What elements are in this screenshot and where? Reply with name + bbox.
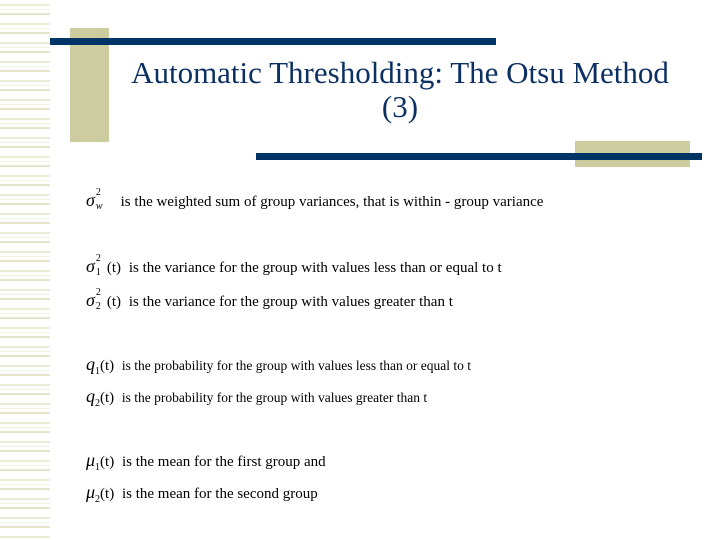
definition-text: is the weighted sum of group variances, that is within - group variance	[120, 194, 544, 210]
argument: (t)	[100, 358, 115, 374]
symbol: σ	[86, 290, 95, 310]
definition-text: is the variance for the group with values greater than t	[128, 294, 453, 310]
argument: (t)	[100, 486, 115, 502]
argument: (t)	[106, 294, 122, 310]
sup-sub: 2 1	[95, 252, 101, 278]
symbol: μ	[86, 482, 96, 502]
definition-mean-group2	[86, 482, 318, 505]
symbol: q	[86, 386, 95, 406]
slide-title: Automatic Thresholding: The Otsu Method (3)	[131, 55, 669, 124]
definition-mean-group1	[86, 450, 326, 473]
definition-text: is the mean for the second group	[121, 486, 318, 502]
subscript: 2	[95, 398, 100, 409]
sup-sub: 2 w	[95, 186, 103, 212]
subscript: 2	[95, 494, 101, 505]
decorative-navy-bar-bottom	[256, 153, 702, 160]
definition-within-group-variance	[86, 186, 544, 215]
decorative-navy-bar-top	[50, 38, 496, 45]
symbol: σ	[86, 190, 95, 210]
argument: (t)	[100, 454, 115, 470]
definition-text: is the variance for the group with values less than or equal to t	[128, 260, 502, 276]
symbol: σ	[86, 256, 95, 276]
definition-text: is the probability for the group with values less than or equal to t	[121, 358, 471, 373]
decorative-stripes	[0, 0, 50, 540]
definition-variance-group2	[86, 286, 453, 315]
argument: (t)	[100, 390, 115, 406]
decorative-tan-block-vertical	[70, 28, 109, 142]
argument: (t)	[106, 260, 122, 276]
definition-variance-group1	[86, 252, 502, 281]
definition-text: is the mean for the first group and	[121, 454, 326, 470]
definition-probability-group2	[86, 386, 427, 409]
symbol: q	[86, 354, 95, 374]
subscript: 1	[95, 366, 100, 377]
definition-text: is the probability for the group with values greater than t	[121, 390, 428, 405]
sup-sub: 2 2	[95, 286, 101, 312]
definition-probability-group1	[86, 354, 471, 377]
subscript: 1	[95, 462, 101, 473]
symbol: μ	[86, 450, 96, 470]
